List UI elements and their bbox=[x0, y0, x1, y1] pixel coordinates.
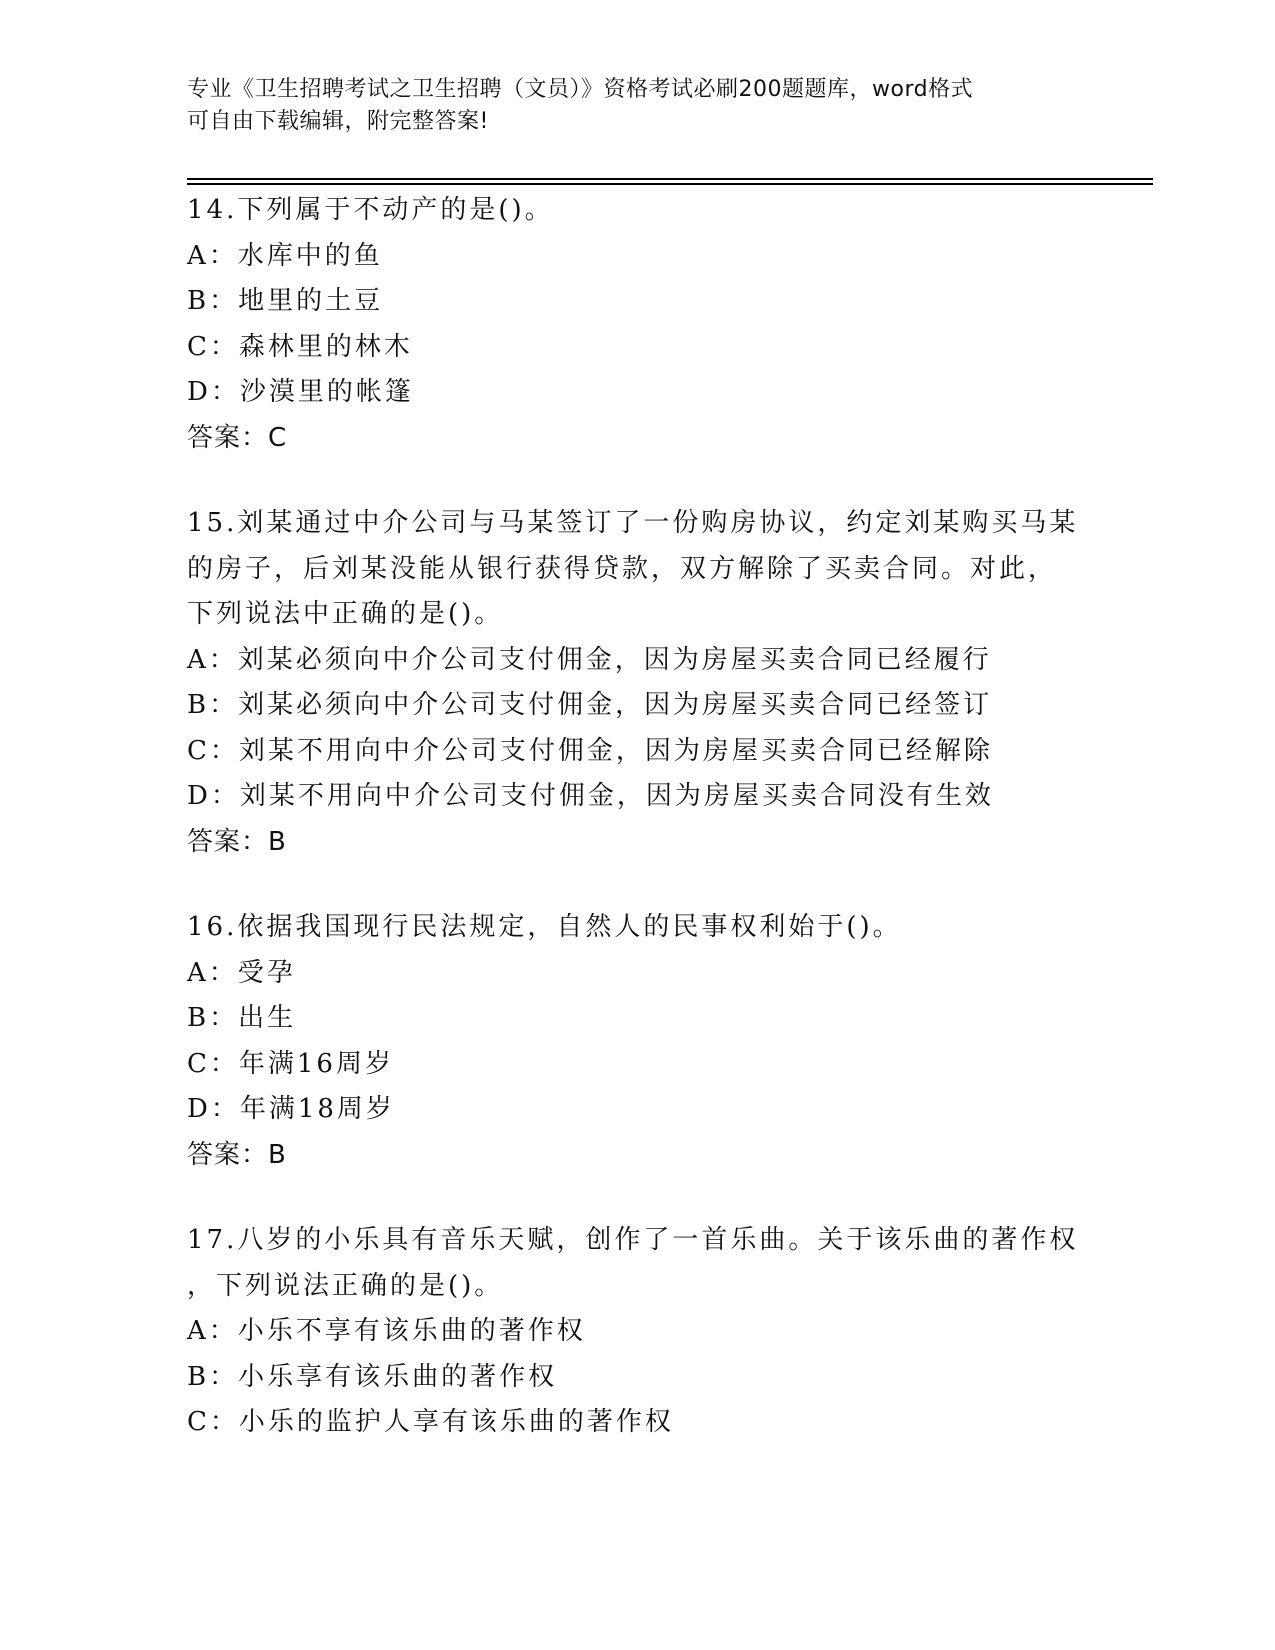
option-d: D：刘某不用向中介公司支付佣金，因为房屋买卖合同没有生效 bbox=[187, 781, 994, 811]
option-b: B：刘某必须向中介公司支付佣金，因为房屋买卖合同已经签订 bbox=[187, 690, 993, 720]
question-stem-line: 下列说法中正确的是()。 bbox=[187, 599, 504, 629]
question-stem bbox=[187, 501, 1087, 638]
question-stem bbox=[187, 188, 1087, 234]
question-stem-line: 的房子，后刘某没能从银行获得贷款，双方解除了买卖合同。对此， bbox=[187, 553, 1058, 584]
question-14 bbox=[187, 188, 1087, 461]
option-c: C：森林里的林木 bbox=[187, 331, 413, 362]
question-15 bbox=[187, 501, 1087, 865]
option-d: D：沙漠里的帐篷 bbox=[187, 377, 414, 407]
option-a: A：水库中的鱼 bbox=[187, 240, 383, 271]
option-d: D：年满18周岁 bbox=[187, 1094, 395, 1124]
option-b: B：地里的土豆 bbox=[187, 286, 384, 316]
question-stem bbox=[187, 905, 1087, 951]
option-b: B：小乐享有该乐曲的著作权 bbox=[187, 1361, 558, 1392]
question-16 bbox=[187, 905, 1087, 1178]
question-17 bbox=[187, 1218, 1087, 1446]
question-stem-line: 17.八岁的小乐具有音乐天赋，创作了一首乐曲。关于该乐曲的著作权 bbox=[187, 1225, 1079, 1255]
answer-line: 答案：C bbox=[187, 422, 288, 453]
option-c: C：小乐的监护人享有该乐曲的著作权 bbox=[187, 1407, 674, 1437]
option-c: C：刘某不用向中介公司支付佣金，因为房屋买卖合同已经解除 bbox=[187, 735, 993, 766]
answer-line: 答案：B bbox=[187, 826, 287, 857]
header-line-1: 专业《卫生招聘考试之卫生招聘（文员）》资格考试必刷200题题库，word格式 bbox=[187, 77, 974, 102]
header-line-2: 可自由下载编辑，附完整答案! bbox=[187, 109, 489, 134]
question-stem-line: ，下列说法正确的是()。 bbox=[187, 1270, 504, 1301]
document-header bbox=[187, 74, 1087, 138]
option-a: A：刘某必须向中介公司支付佣金，因为房屋买卖合同已经履行 bbox=[187, 644, 992, 675]
answer-line: 答案：B bbox=[187, 1139, 287, 1170]
question-stem-line: 15.刘某通过中介公司与马某签订了一份购房协议，约定刘某购买马某 bbox=[187, 508, 1079, 538]
option-b: B：出生 bbox=[187, 1003, 297, 1033]
question-list bbox=[187, 188, 1087, 1486]
option-c: C：年满16周岁 bbox=[187, 1048, 394, 1079]
option-a: A：受孕 bbox=[187, 957, 296, 988]
header-divider-top bbox=[187, 178, 1153, 180]
question-stem-line: 16.依据我国现行民法规定，自然人的民事权利始于()。 bbox=[187, 912, 902, 942]
header-divider-bottom bbox=[187, 183, 1153, 185]
question-stem bbox=[187, 1218, 1087, 1309]
option-a: A：小乐不享有该乐曲的著作权 bbox=[187, 1316, 586, 1346]
question-stem-line: 14.下列属于不动产的是()。 bbox=[187, 195, 554, 225]
